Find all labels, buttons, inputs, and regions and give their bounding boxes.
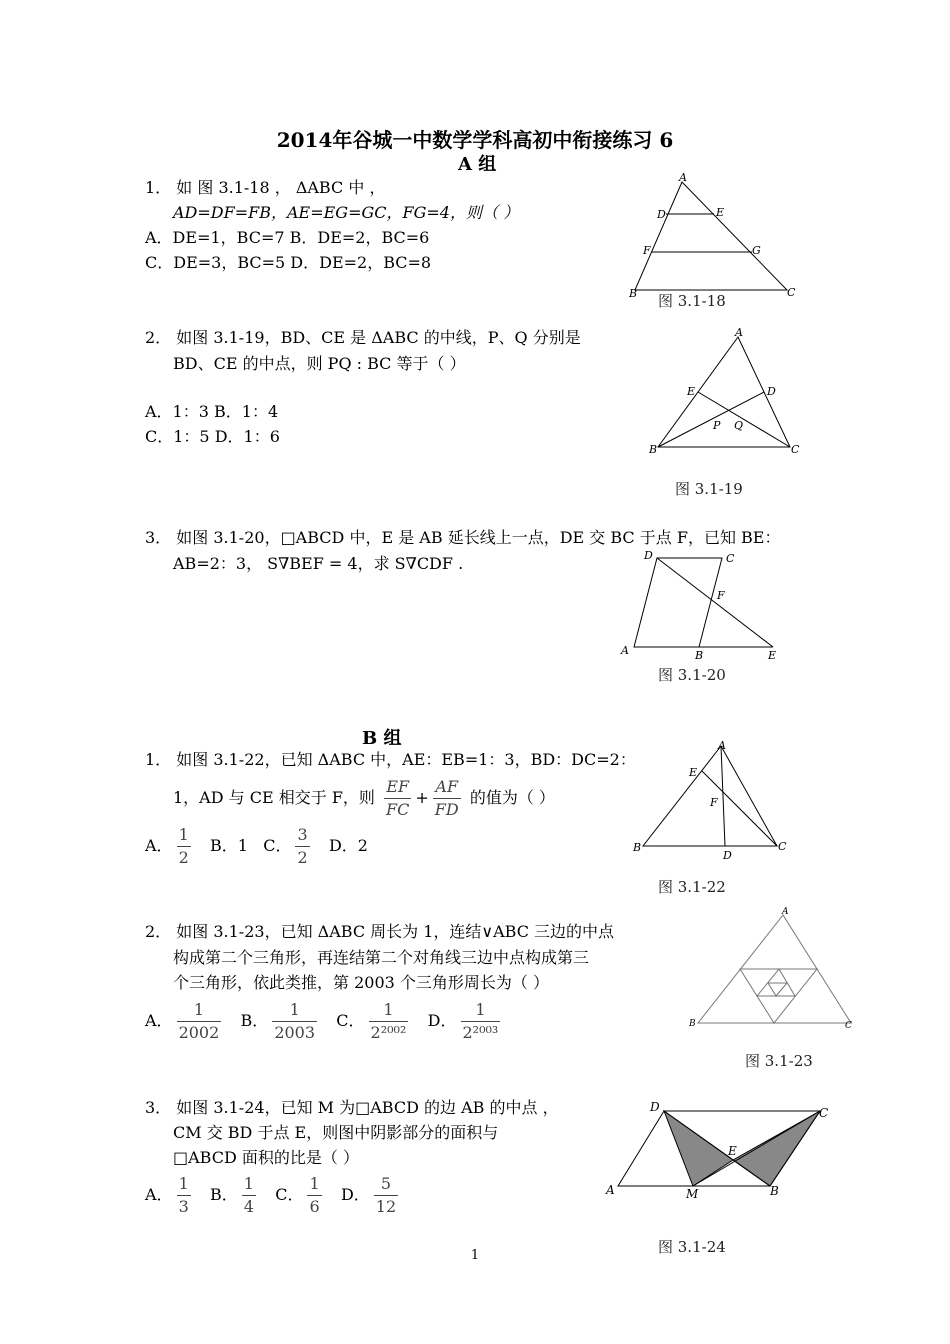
a2-options-2: C．1：5 D．1：6 <box>145 427 280 446</box>
b3-option-a-frac <box>177 1173 191 1218</box>
a3-line2: AB=2：3， S∇BEF = 4，求 S∇CDF . <box>173 554 464 573</box>
b3-a-num: 1 <box>177 1173 191 1196</box>
fig22-caption: 图 3.1-22 <box>658 878 726 896</box>
fig18-label-d: D <box>657 208 666 221</box>
a1-line1: 1． 如 图 3.1-18 ， ΔABC 中 ， <box>145 178 386 197</box>
figure-3-1-18 <box>625 170 805 300</box>
fig23-label-a: A <box>782 907 789 917</box>
b3-option-a: A． <box>145 1185 173 1204</box>
figure-3-1-22 <box>628 736 798 864</box>
b3-option-b: B． <box>210 1185 238 1204</box>
b1-option-d: D．2 <box>328 836 368 855</box>
figure-3-1-20 <box>618 548 788 663</box>
figure-3-1-23 <box>683 903 858 1033</box>
b2-option-b: B． <box>240 1011 269 1030</box>
b3-c-num: 1 <box>307 1173 321 1196</box>
b1-f2-den: FD <box>434 800 459 819</box>
a2-options-1: A．1：3 B．1：4 <box>145 402 279 421</box>
b2-option-a-frac <box>177 999 222 1044</box>
b2-option-a: A． <box>145 1011 173 1030</box>
b1-line2 <box>173 774 555 822</box>
b3-line3: □ABCD 面积的比是（ ） <box>173 1148 359 1167</box>
b1-fraction-ef-fc <box>384 776 411 821</box>
b1-option-a: A． <box>145 836 173 855</box>
a2-line1: 2． 如图 3.1-19，BD、CE 是 ΔABC 的中线，P、Q 分别是 <box>145 328 581 347</box>
fig20-caption: 图 3.1-20 <box>658 666 726 684</box>
fig24-label-b: B <box>770 1184 779 1198</box>
figure-3-1-24 <box>600 1097 845 1207</box>
b2-line2: 构成第二个三角形，再连结第二个对角线三边中点构成第三 <box>173 948 590 967</box>
a3-line1: 3． 如图 3.1-20，□ABCD 中，E 是 AB 延长线上一点，DE 交 BC 于点 F，已知 BE： <box>145 528 781 547</box>
fig23-label-b: B <box>689 1019 696 1029</box>
group-b-heading: B 组 <box>362 728 402 749</box>
fig19-label-d: D <box>767 385 776 398</box>
b1-line2-suffix: 的值为（ ） <box>469 788 555 807</box>
b3-d-den: 12 <box>375 1197 397 1216</box>
b1-option-c-frac <box>295 824 309 869</box>
b2-b-den: 2003 <box>274 1023 316 1042</box>
fig24-label-d: D <box>650 1100 660 1114</box>
b2-option-d-frac <box>461 999 501 1044</box>
b1-line1: 1． 如图 3.1-22，已知 ΔABC 中，AE：EB=1：3，BD：DC=2： <box>145 750 636 769</box>
a1-options-1: A．DE=1，BC=7 B．DE=2，BC=6 <box>145 228 430 247</box>
b3-option-c-frac <box>307 1173 321 1218</box>
fig24-label-e: E <box>728 1144 737 1158</box>
fig20-label-b: B <box>695 649 704 662</box>
b1-c-den: 2 <box>297 848 308 867</box>
b1-f1-num: EF <box>384 776 411 799</box>
fig20-label-d: D <box>644 549 653 562</box>
b3-b-num: 1 <box>242 1173 256 1196</box>
fig18-label-a: A <box>679 171 687 184</box>
page-number: 1 <box>470 1248 480 1263</box>
b3-option-c: C． <box>275 1185 304 1204</box>
fig18-label-g: G <box>752 244 761 257</box>
b2-line3: 个三角形，依此类推，第 2003 个三角形周长为（ ） <box>173 973 549 992</box>
b3-option-b-frac <box>242 1173 256 1218</box>
fig22-label-f: F <box>710 796 718 809</box>
fig20-label-c: C <box>726 552 735 565</box>
fig23-caption: 图 3.1-23 <box>745 1052 813 1070</box>
b2-option-b-frac <box>272 999 317 1044</box>
fig24-caption: 图 3.1-24 <box>658 1238 726 1256</box>
b2-d-num: 1 <box>461 999 501 1022</box>
b3-c-den: 6 <box>309 1197 320 1216</box>
fig22-label-c: C <box>778 840 787 853</box>
b2-option-c-frac <box>369 999 409 1044</box>
fig18-caption: 图 3.1-18 <box>658 292 726 310</box>
fig19-label-c: C <box>791 443 800 456</box>
b1-f1-den: FC <box>386 800 410 819</box>
b2-b-num: 1 <box>272 999 317 1022</box>
b3-option-d-frac <box>374 1173 398 1218</box>
b3-option-d: D． <box>340 1185 370 1204</box>
b3-a-den: 3 <box>178 1197 189 1216</box>
b2-c-num: 1 <box>369 999 409 1022</box>
fig19-label-a: A <box>735 326 743 339</box>
figure-3-1-19 <box>645 325 810 460</box>
b1-option-c: C． <box>263 836 292 855</box>
b1-a-num: 1 <box>177 824 191 847</box>
a2-line2: BD、CE 的中点，则 PQ : BC 等于（ ） <box>173 354 466 373</box>
fig18-label-f: F <box>643 244 651 257</box>
fig19-label-q: Q <box>734 419 744 432</box>
b3-line2: CM 交 BD 于点 E，则图中阴影部分的面积与 <box>173 1123 499 1142</box>
a1-line2: AD=DF=FB，AE=EG=GC，FG=4，则（ ） <box>173 203 520 222</box>
b1-options <box>145 822 368 870</box>
page-title: 2014年谷城一中数学学科高初中衔接练习 6 <box>276 128 674 152</box>
fig20-label-f: F <box>717 589 725 602</box>
b1-c-num: 3 <box>295 824 309 847</box>
fig23-label-c: C <box>845 1021 852 1031</box>
b3-d-num: 5 <box>374 1173 398 1196</box>
b1-plus: + <box>415 788 429 807</box>
b2-option-d: D． <box>427 1011 457 1030</box>
b2-option-c: C． <box>336 1011 365 1030</box>
b3-line1: 3． 如图 3.1-24，已知 M 为□ABCD 的边 AB 的中点 ， <box>145 1098 559 1117</box>
b2-d-den: 2²⁰⁰³ <box>462 1023 499 1042</box>
fig22-label-d: D <box>723 849 732 862</box>
fig24-label-m: M <box>686 1187 699 1201</box>
b3-options <box>145 1170 402 1220</box>
fig19-label-b: B <box>649 443 658 456</box>
b2-a-num: 1 <box>177 999 222 1022</box>
group-a-heading: A 组 <box>458 154 497 175</box>
fig18-label-c: C <box>787 286 796 299</box>
b3-b-den: 4 <box>243 1197 254 1216</box>
fig19-label-e: E <box>687 385 696 398</box>
b1-option-b: B．1 <box>210 836 248 855</box>
b1-option-a-frac <box>177 824 191 869</box>
b2-c-den: 2²⁰⁰² <box>370 1023 407 1042</box>
b1-fraction-af-fd <box>433 776 461 821</box>
fig22-label-b: B <box>633 841 642 854</box>
b1-f2-num: AF <box>433 776 461 799</box>
fig22-label-a: A <box>718 739 726 752</box>
fig22-label-e: E <box>689 766 698 779</box>
fig24-label-a: A <box>606 1183 615 1197</box>
b2-a-den: 2002 <box>178 1023 220 1042</box>
b1-line2-prefix: 1，AD 与 CE 相交于 F，则 <box>173 788 375 807</box>
b2-line1: 2． 如图 3.1-23，已知 ΔABC 周长为 1，连结∨ABC 三边的中点 <box>145 922 615 941</box>
fig20-label-e: E <box>768 649 777 662</box>
fig19-label-p: P <box>713 419 721 432</box>
fig20-label-a: A <box>621 644 629 657</box>
b1-a-den: 2 <box>178 848 189 867</box>
a1-options-2: C．DE=3，BC=5 D．DE=2，BC=8 <box>145 253 432 272</box>
fig24-label-c: C <box>819 1106 829 1120</box>
fig18-label-b: B <box>629 287 638 300</box>
b2-options <box>145 996 504 1046</box>
fig18-label-e: E <box>716 206 725 219</box>
fig19-caption: 图 3.1-19 <box>675 480 743 498</box>
